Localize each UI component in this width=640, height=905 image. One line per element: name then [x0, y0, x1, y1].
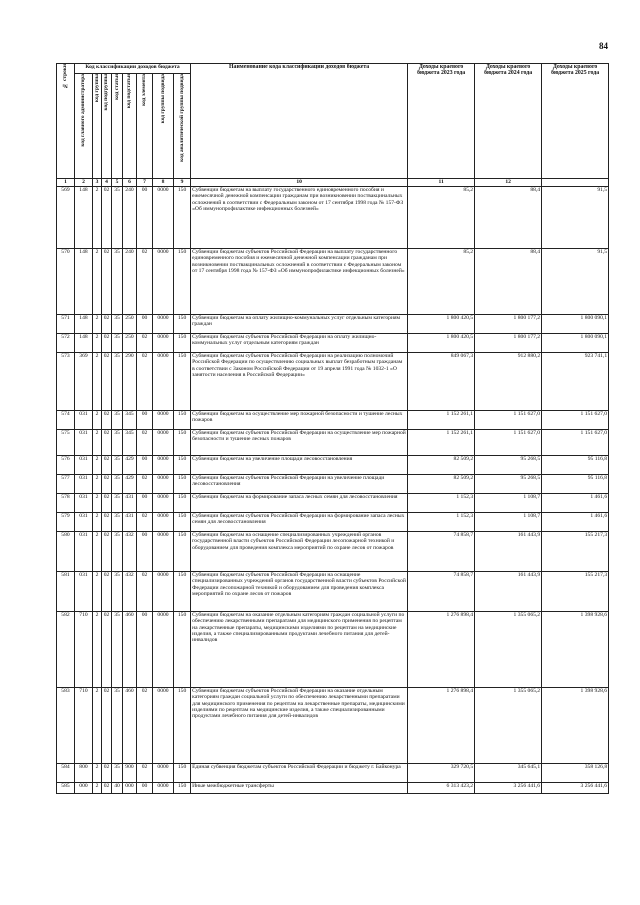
revenue-2025-cell: 1 398 928,6 [542, 688, 609, 764]
subgroup-code-cell: 02 [102, 764, 112, 783]
element-code-cell: 02 [137, 513, 153, 532]
header-group-code: код группы [93, 74, 102, 179]
table-row [57, 475, 609, 494]
column-number: 8 [153, 179, 174, 187]
table-row [57, 532, 609, 572]
table-row [57, 764, 609, 783]
element-code-cell: 02 [137, 572, 153, 612]
revenue-2023-cell: 1 152,3 [408, 513, 475, 532]
revenue-2024-cell: 1 355 065,2 [475, 688, 542, 764]
subtype-group-code-cell: 0000 [153, 764, 174, 783]
subgroup-code-cell: 02 [102, 411, 112, 430]
group-code-cell: 2 [93, 513, 102, 532]
header-revenue-2024: Доходы краевого бюджета 2024 года [475, 64, 542, 179]
header-article-code: код статьи [112, 74, 123, 179]
group-code-cell: 2 [93, 430, 102, 456]
column-number: 2 [75, 179, 93, 187]
revenue-2025-cell: 1 461,6 [542, 513, 609, 532]
subarticle-code-cell: 290 [123, 353, 137, 411]
row-number-cell: 579 [57, 513, 75, 532]
subarticle-code-cell: 250 [123, 315, 137, 334]
revenue-code-name-cell: Субвенции бюджетам на осуществление мер пожарной безопасности и тушение лесных пожаров [191, 411, 408, 430]
row-number-cell: 580 [57, 532, 75, 572]
subgroup-code-cell: 02 [102, 334, 112, 353]
analytic-group-code-cell: 150 [174, 783, 191, 794]
header-subtype-group-code: код группы подвида [153, 74, 174, 179]
revenue-code-name-cell: Единая субвенция бюджетам субъектов Российской Федерации и бюджету г. Байконура [191, 764, 408, 783]
revenue-2024-cell: 88,4 [475, 249, 542, 315]
subgroup-code-cell: 02 [102, 249, 112, 315]
subtype-group-code-cell: 0000 [153, 532, 174, 572]
revenue-code-name-cell: Субвенции бюджетам на оказание отдельным категориям граждан социальной услуги по обеспечению лекарственными препаратами для медицинского применения по рецептам на лекарственные препараты, медицинскими изделиями по рецептам на медицинские изделия, а также специализированными продуктами лечебного питания для детей-инвалидов [191, 612, 408, 688]
revenue-2025-cell: 1 800 090,1 [542, 334, 609, 353]
revenue-2023-cell: 1 152,3 [408, 494, 475, 513]
column-number: 7 [137, 179, 153, 187]
analytic-group-code-cell: 150 [174, 411, 191, 430]
article-code-cell: 35 [112, 456, 123, 475]
subgroup-code-cell: 02 [102, 612, 112, 688]
article-code-cell: 35 [112, 353, 123, 411]
analytic-group-code-cell: 150 [174, 475, 191, 494]
revenue-2023-cell: 1 800 420,5 [408, 315, 475, 334]
revenue-2023-cell: 1 800 420,5 [408, 334, 475, 353]
table-row [57, 494, 609, 513]
revenue-code-name-cell: Иные межбюджетные трансферты [191, 783, 408, 794]
column-number: 11 [408, 179, 475, 187]
analytic-group-code-cell: 150 [174, 494, 191, 513]
revenue-code-name-cell: Субвенции бюджетам субъектов Российской Федерации на осуществление мер пожарной безопасности и тушение лесных пожаров [191, 430, 408, 456]
revenue-2023-cell: 1 276 898,4 [408, 688, 475, 764]
subarticle-code-cell: 345 [123, 430, 137, 456]
revenue-2024-cell: 1 151 627,0 [475, 430, 542, 456]
revenue-2025-cell: 923 741,1 [542, 353, 609, 411]
column-number: 6 [123, 179, 137, 187]
revenue-2023-cell: 1 276 898,4 [408, 612, 475, 688]
revenue-2023-cell: 1 152 261,1 [408, 411, 475, 430]
admin-code-cell: 710 [75, 612, 93, 688]
subtype-group-code-cell: 0000 [153, 783, 174, 794]
subtype-group-code-cell: 0000 [153, 334, 174, 353]
subgroup-code-cell: 02 [102, 532, 112, 572]
header-analytic-group-code: код аналитической группы подвида [174, 74, 191, 179]
analytic-group-code-cell: 150 [174, 353, 191, 411]
row-number-cell: 582 [57, 612, 75, 688]
subgroup-code-cell: 02 [102, 494, 112, 513]
element-code-cell: 00 [137, 494, 153, 513]
revenue-2023-cell: 74 858,7 [408, 572, 475, 612]
subgroup-code-cell: 02 [102, 315, 112, 334]
subgroup-code-cell: 02 [102, 513, 112, 532]
table-row [57, 513, 609, 532]
table-row [57, 353, 609, 411]
revenue-2024-cell: 1 355 065,2 [475, 612, 542, 688]
row-number-cell: 575 [57, 430, 75, 456]
subtype-group-code-cell: 0000 [153, 353, 174, 411]
column-number: 10 [191, 179, 408, 187]
subgroup-code-cell: 02 [102, 688, 112, 764]
article-code-cell: 35 [112, 187, 123, 249]
element-code-cell: 02 [137, 334, 153, 353]
subarticle-code-cell: 900 [123, 764, 137, 783]
analytic-group-code-cell: 150 [174, 513, 191, 532]
admin-code-cell: 000 [75, 783, 93, 794]
article-code-cell: 35 [112, 334, 123, 353]
column-number: 5 [112, 179, 123, 187]
article-code-cell: 35 [112, 494, 123, 513]
subgroup-code-cell: 02 [102, 353, 112, 411]
subarticle-code-cell: 460 [123, 612, 137, 688]
column-number: 1 [57, 179, 75, 187]
subgroup-code-cell: 02 [102, 572, 112, 612]
analytic-group-code-cell: 150 [174, 688, 191, 764]
subtype-group-code-cell: 0000 [153, 315, 174, 334]
header-admin-code: код главного администратора [75, 74, 93, 179]
table-row [57, 783, 609, 794]
row-number-cell: 570 [57, 249, 75, 315]
revenue-2025-cell: 91,5 [542, 249, 609, 315]
revenue-2024-cell: 912 880,2 [475, 353, 542, 411]
group-code-cell: 2 [93, 187, 102, 249]
group-code-cell: 2 [93, 783, 102, 794]
subarticle-code-cell: 240 [123, 187, 137, 249]
row-number-cell: 574 [57, 411, 75, 430]
subtype-group-code-cell: 0000 [153, 688, 174, 764]
admin-code-cell: 031 [75, 456, 93, 475]
revenue-2025-cell: 3 256 441,6 [542, 783, 609, 794]
revenue-code-name-cell: Субвенции бюджетам на формирование запаса лесных семян для лесовосстановления [191, 494, 408, 513]
header-code-name: Наименование кода классификации доходов бюджета [191, 64, 408, 179]
table-row [57, 572, 609, 612]
column-number: 9 [174, 179, 191, 187]
table-row [57, 249, 609, 315]
row-number-cell: 576 [57, 456, 75, 475]
subarticle-code-cell: 460 [123, 688, 137, 764]
revenue-2025-cell: 1 151 627,0 [542, 430, 609, 456]
column-number-row [57, 179, 609, 187]
revenue-2023-cell: 329 720,5 [408, 764, 475, 783]
article-code-cell: 35 [112, 475, 123, 494]
subtype-group-code-cell: 0000 [153, 513, 174, 532]
row-number-cell: 581 [57, 572, 75, 612]
analytic-group-code-cell: 150 [174, 612, 191, 688]
revenue-2023-cell: 6 313 423,2 [408, 783, 475, 794]
admin-code-cell: 031 [75, 430, 93, 456]
analytic-group-code-cell: 150 [174, 764, 191, 783]
revenue-2025-cell: 1 800 090,1 [542, 315, 609, 334]
revenue-2024-cell: 1 800 177,2 [475, 315, 542, 334]
header-subgroup-code: код подгруппы [102, 74, 112, 179]
analytic-group-code-cell: 150 [174, 249, 191, 315]
subtype-group-code-cell: 0000 [153, 187, 174, 249]
revenue-2024-cell: 161 443,9 [475, 532, 542, 572]
analytic-group-code-cell: 150 [174, 334, 191, 353]
column-number: 4 [102, 179, 112, 187]
revenue-code-name-cell: Субвенции бюджетам на оплату жилищно-коммунальных услуг отдельным категориям граждан [191, 315, 408, 334]
admin-code-cell: 031 [75, 411, 93, 430]
revenue-2024-cell: 88,4 [475, 187, 542, 249]
header-revenue-2023: Доходы краевого бюджета 2023 года [408, 64, 475, 179]
table-row [57, 688, 609, 764]
subarticle-code-cell: 432 [123, 572, 137, 612]
group-code-cell: 2 [93, 494, 102, 513]
revenue-code-name-cell: Субвенции бюджетам субъектов Российской Федерации на оплату жилищно-коммунальных услуг отдельным категориям граждан [191, 334, 408, 353]
analytic-group-code-cell: 150 [174, 572, 191, 612]
admin-code-cell: 031 [75, 572, 93, 612]
group-code-cell: 2 [93, 315, 102, 334]
revenue-2025-cell: 1 398 928,6 [542, 612, 609, 688]
row-number-cell: 584 [57, 764, 75, 783]
revenue-2023-cell: 82 509,2 [408, 475, 475, 494]
group-code-cell: 2 [93, 764, 102, 783]
subtype-group-code-cell: 0000 [153, 494, 174, 513]
element-code-cell: 00 [137, 532, 153, 572]
subtype-group-code-cell: 0000 [153, 411, 174, 430]
row-number-cell: 569 [57, 187, 75, 249]
analytic-group-code-cell: 150 [174, 456, 191, 475]
header-subarticle-code: код подстатьи [123, 74, 137, 179]
element-code-cell: 00 [137, 456, 153, 475]
revenue-2023-cell: 74 858,7 [408, 532, 475, 572]
subarticle-code-cell: 345 [123, 411, 137, 430]
row-number-cell: 572 [57, 334, 75, 353]
revenue-2025-cell: 95 116,8 [542, 475, 609, 494]
revenue-code-name-cell: Субвенции бюджетам субъектов Российской Федерации на реализацию полномочий Российской Федерации по осуществлению социальных выплат безработным гражданам в соответствии с Законом Российской Федерации от 19 апреля 1991 года № 1032-1 «О занятости населения в Российской Федерации» [191, 353, 408, 411]
article-code-cell: 35 [112, 572, 123, 612]
table-row [57, 315, 609, 334]
revenue-2023-cell: 82 509,2 [408, 456, 475, 475]
subtype-group-code-cell: 0000 [153, 456, 174, 475]
group-code-cell: 2 [93, 353, 102, 411]
group-code-cell: 2 [93, 411, 102, 430]
admin-code-cell: 148 [75, 315, 93, 334]
revenue-code-name-cell: Субвенции бюджетам на оснащение специализированных учреждений органов государственной власти субъектов Российской Федерации лесопожарной техникой и оборудованием для проведения комплекса мероприятий по охране лесов от пожаров [191, 532, 408, 572]
subarticle-code-cell: 429 [123, 456, 137, 475]
subgroup-code-cell: 02 [102, 475, 112, 494]
subarticle-code-cell: 431 [123, 494, 137, 513]
header-revenue-2025: Доходы краевого бюджета 2025 года [542, 64, 609, 179]
group-code-cell: 2 [93, 688, 102, 764]
admin-code-cell: 800 [75, 764, 93, 783]
revenue-2024-cell: 345 645,1 [475, 764, 542, 783]
subgroup-code-cell: 02 [102, 187, 112, 249]
table-row [57, 411, 609, 430]
admin-code-cell: 031 [75, 532, 93, 572]
column-number: 12 [475, 179, 542, 187]
element-code-cell: 00 [137, 612, 153, 688]
article-code-cell: 35 [112, 430, 123, 456]
element-code-cell: 02 [137, 764, 153, 783]
article-code-cell: 35 [112, 764, 123, 783]
revenue-code-name-cell: Субвенции бюджетам субъектов Российской Федерации на увеличение площади лесовосстановления [191, 475, 408, 494]
revenue-2023-cell: 85,2 [408, 187, 475, 249]
article-code-cell: 35 [112, 532, 123, 572]
admin-code-cell: 031 [75, 513, 93, 532]
row-number-cell: 573 [57, 353, 75, 411]
admin-code-cell: 148 [75, 334, 93, 353]
page-number: 84 [599, 41, 608, 51]
revenue-2025-cell: 1 461,6 [542, 494, 609, 513]
table-row [57, 612, 609, 688]
revenue-2024-cell: 1 108,7 [475, 513, 542, 532]
element-code-cell: 02 [137, 249, 153, 315]
table-row [57, 430, 609, 456]
revenue-code-name-cell: Субвенции бюджетам субъектов Российской Федерации на формирование запаса лесных семян для лесовосстановления [191, 513, 408, 532]
element-code-cell: 02 [137, 475, 153, 494]
subtype-group-code-cell: 0000 [153, 475, 174, 494]
subarticle-code-cell: 240 [123, 249, 137, 315]
admin-code-cell: 031 [75, 494, 93, 513]
revenue-2024-cell: 95 268,5 [475, 475, 542, 494]
revenue-2025-cell: 155 217,3 [542, 572, 609, 612]
subarticle-code-cell: 000 [123, 783, 137, 794]
revenue-2024-cell: 3 256 441,6 [475, 783, 542, 794]
element-code-cell: 00 [137, 187, 153, 249]
admin-code-cell: 031 [75, 475, 93, 494]
element-code-cell: 00 [137, 315, 153, 334]
group-code-cell: 2 [93, 572, 102, 612]
analytic-group-code-cell: 150 [174, 315, 191, 334]
group-code-cell: 2 [93, 249, 102, 315]
subarticle-code-cell: 432 [123, 532, 137, 572]
revenue-code-name-cell: Субвенции бюджетам субъектов Российской Федерации на оснащение специализированных учреждений органов государственной власти субъектов Российской Федерации лесопожарной техникой и оборудованием для проведения комплекса мероприятий по охране лесов от пожаров [191, 572, 408, 612]
subgroup-code-cell: 02 [102, 783, 112, 794]
column-number: 3 [93, 179, 102, 187]
table-row [57, 456, 609, 475]
element-code-cell: 00 [137, 783, 153, 794]
element-code-cell: 02 [137, 688, 153, 764]
article-code-cell: 35 [112, 688, 123, 764]
subtype-group-code-cell: 0000 [153, 572, 174, 612]
row-number-cell: 577 [57, 475, 75, 494]
revenue-code-name-cell: Субвенции бюджетам на выплату государственного единовременного пособия и ежемесячной денежной компенсации гражданам при возникновении поствакцинальных осложнений в соответствии с Федеральным законом от 17 сентября 1998 года № 157-ФЗ «Об иммунопрофилактике инфекционных болезней» [191, 187, 408, 249]
row-number-cell: 583 [57, 688, 75, 764]
revenue-2024-cell: 1 800 177,2 [475, 334, 542, 353]
article-code-cell: 35 [112, 411, 123, 430]
article-code-cell: 35 [112, 315, 123, 334]
subarticle-code-cell: 429 [123, 475, 137, 494]
subarticle-code-cell: 431 [123, 513, 137, 532]
element-code-cell: 02 [137, 430, 153, 456]
revenue-2025-cell: 95 116,8 [542, 456, 609, 475]
revenue-2023-cell: 85,2 [408, 249, 475, 315]
admin-code-cell: 369 [75, 353, 93, 411]
row-number-cell: 571 [57, 315, 75, 334]
admin-code-cell: 148 [75, 249, 93, 315]
article-code-cell: 35 [112, 249, 123, 315]
revenue-2023-cell: 1 152 261,1 [408, 430, 475, 456]
analytic-group-code-cell: 150 [174, 430, 191, 456]
header-element-code: код элемента [137, 74, 153, 179]
revenue-2024-cell: 1 108,7 [475, 494, 542, 513]
group-code-cell: 2 [93, 475, 102, 494]
group-code-cell: 2 [93, 456, 102, 475]
revenue-2023-cell: 849 067,3 [408, 353, 475, 411]
admin-code-cell: 710 [75, 688, 93, 764]
subtype-group-code-cell: 0000 [153, 249, 174, 315]
analytic-group-code-cell: 150 [174, 187, 191, 249]
article-code-cell: 40 [112, 783, 123, 794]
subtype-group-code-cell: 0000 [153, 612, 174, 688]
table-row [57, 187, 609, 249]
admin-code-cell: 148 [75, 187, 93, 249]
revenue-2025-cell: 155 217,3 [542, 532, 609, 572]
table-body [57, 187, 609, 794]
subarticle-code-cell: 250 [123, 334, 137, 353]
header-code-group: Код классификации доходов бюджета [75, 64, 191, 74]
group-code-cell: 2 [93, 612, 102, 688]
article-code-cell: 35 [112, 513, 123, 532]
row-number-cell: 578 [57, 494, 75, 513]
column-number [542, 179, 609, 187]
analytic-group-code-cell: 150 [174, 532, 191, 572]
revenue-2024-cell: 161 443,9 [475, 572, 542, 612]
group-code-cell: 2 [93, 334, 102, 353]
table-row [57, 334, 609, 353]
element-code-cell: 00 [137, 411, 153, 430]
group-code-cell: 2 [93, 532, 102, 572]
revenue-code-name-cell: Субвенции бюджетам на увеличение площади лесовосстановления [191, 456, 408, 475]
header-row-number: № строки [57, 64, 75, 179]
subtype-group-code-cell: 0000 [153, 430, 174, 456]
revenue-code-name-cell: Субвенции бюджетам субъектов Российской Федерации на оказание отдельным категориям граждан социальной услуги по обеспечению лекарственными препаратами для медицинского применения по рецептам на лекарственные препараты, медицинскими изделиями по рецептам на медицинские изделия, а также специализированными продуктами лечебного питания для детей-инвалидов [191, 688, 408, 764]
budget-revenue-table [56, 63, 609, 794]
revenue-code-name-cell: Субвенции бюджетам субъектов Российской Федерации на выплату государственного единовременного пособия и ежемесячной денежной компенсации гражданам при возникновении поствакцинальных осложнений в соответствии с Федеральным законом от 17 сентября 1998 года № 157-ФЗ «Об иммунопрофилактике инфекционных болезней» [191, 249, 408, 315]
revenue-2025-cell: 91,5 [542, 187, 609, 249]
element-code-cell: 02 [137, 353, 153, 411]
row-number-cell: 585 [57, 783, 75, 794]
revenue-2024-cell: 95 268,5 [475, 456, 542, 475]
subgroup-code-cell: 02 [102, 430, 112, 456]
revenue-2025-cell: 1 151 627,0 [542, 411, 609, 430]
revenue-2024-cell: 1 151 627,0 [475, 411, 542, 430]
revenue-2025-cell: 358 126,8 [542, 764, 609, 783]
subgroup-code-cell: 02 [102, 456, 112, 475]
article-code-cell: 35 [112, 612, 123, 688]
